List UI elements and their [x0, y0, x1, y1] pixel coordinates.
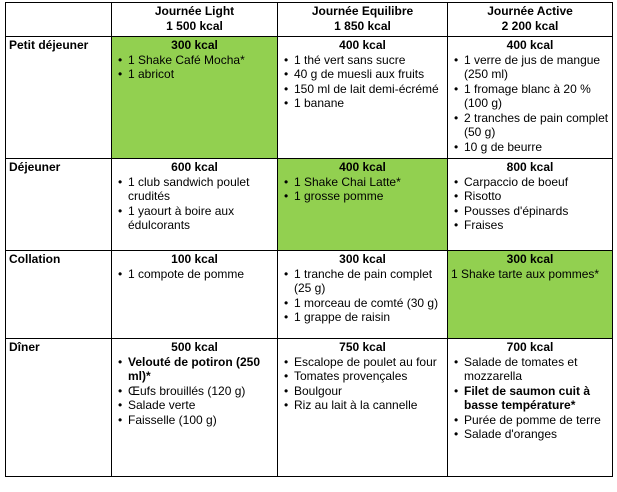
menu-item: • Fraises: [451, 218, 609, 233]
menu-cell: [112, 251, 278, 339]
menu-item: • Carpaccio de boeuf: [451, 175, 609, 190]
menu-item: • 1 tranche de pain complet (25 g): [281, 267, 444, 296]
menu-cell: [278, 159, 448, 251]
cell-kcal: 100 kcal: [171, 252, 218, 266]
menu-list: [115, 355, 274, 428]
column-header-active: [448, 3, 613, 37]
corner-cell: [6, 3, 112, 37]
menu-item: • Salade d'oranges: [451, 427, 609, 442]
column-kcal: 1 500 kcal: [166, 18, 223, 33]
menu-cell: [278, 37, 448, 159]
menu-item: • Salade verte: [115, 398, 274, 413]
menu-list: [281, 267, 444, 325]
menu-item: • 1 verre de jus de mangue (250 ml): [451, 53, 609, 82]
menu-cell: [278, 251, 448, 339]
menu-list: [451, 53, 609, 155]
row-dejeuner: [6, 159, 613, 251]
menu-item: • 40 g de muesli aux fruits: [281, 67, 444, 82]
menu-item: 1 Shake tarte aux pommes*: [451, 266, 600, 281]
menu-item: • 1 morceau de comté (30 g): [281, 296, 444, 311]
menu-item: • 1 compote de pomme: [115, 267, 274, 282]
menu-item: • Œufs brouillés (120 g): [115, 384, 274, 399]
meal-plan-table: [5, 2, 613, 477]
menu-item: • 1 fromage blanc à 20 % (100 g): [451, 82, 609, 111]
menu-item-bold: Velouté de potiron (250 ml)*: [128, 354, 261, 383]
menu-item: • 1 thé vert sans sucre: [281, 53, 444, 68]
menu-item: • Escalope de poulet au four: [281, 355, 444, 370]
menu-item: • Purée de pomme de terre: [451, 413, 609, 428]
menu-item: • 1 Shake Chai Latte*: [281, 175, 444, 190]
cell-kcal: 300 kcal: [506, 252, 554, 266]
menu-item: • Riz au lait à la cannelle: [281, 398, 444, 413]
menu-item: • 1 abricot: [115, 67, 274, 82]
row-diner: [6, 339, 613, 477]
meal-label: Collation: [6, 251, 112, 339]
column-title: Journée Equilibre: [311, 4, 414, 18]
column-header-equilibre: [278, 3, 448, 37]
cell-kcal: 300 kcal: [171, 38, 218, 52]
cell-kcal: 400 kcal: [506, 38, 554, 52]
menu-item: • 1 Shake Café Mocha*: [115, 53, 274, 68]
menu-item: • Pousses d'épinards: [451, 204, 609, 219]
menu-list: [115, 53, 274, 82]
menu-item-bold: Filet de saumon cuit à basse température*: [464, 383, 591, 412]
cell-kcal: 500 kcal: [171, 340, 218, 354]
menu-cell: [112, 37, 278, 159]
menu-list: [281, 53, 444, 111]
menu-item: • Salade de tomates et mozzarella: [451, 355, 609, 384]
menu-item: • Boulgour: [281, 384, 444, 399]
cell-kcal: 800 kcal: [506, 160, 554, 174]
cell-kcal: 700 kcal: [506, 340, 554, 354]
cell-kcal: 300 kcal: [339, 252, 386, 266]
menu-cell: [448, 37, 613, 159]
menu-list: [451, 355, 609, 442]
cell-kcal: 400 kcal: [339, 160, 386, 174]
menu-item: • 1 banane: [281, 96, 444, 111]
menu-item: • 1 grappe de raisin: [281, 310, 444, 325]
column-title: Journée Active: [487, 4, 573, 18]
menu-item: [115, 355, 274, 384]
menu-cell: [112, 339, 278, 477]
menu-item: • 10 g de beurre: [451, 140, 609, 155]
menu-list: [115, 267, 274, 282]
menu-list: [281, 355, 444, 413]
menu-item: • Risotto: [451, 189, 609, 204]
menu-list: [281, 175, 444, 204]
row-collation: [6, 251, 613, 339]
cell-kcal: 750 kcal: [339, 340, 386, 354]
menu-list: [115, 175, 274, 233]
menu-item: • Tomates provençales: [281, 369, 444, 384]
menu-item: • 150 ml de lait demi-écrémé: [281, 82, 444, 97]
menu-cell: [448, 251, 613, 339]
cell-kcal: 400 kcal: [339, 38, 386, 52]
menu-item: [451, 384, 609, 413]
menu-item: • Faisselle (100 g): [115, 413, 274, 428]
row-petit-dejeuner: [6, 37, 613, 159]
meal-label: Dîner: [6, 339, 112, 477]
header-row: [6, 3, 613, 37]
menu-list: [451, 175, 609, 233]
menu-cell: [278, 339, 448, 477]
menu-item: • 2 tranches de pain complet (50 g): [451, 111, 609, 140]
column-header-light: [112, 3, 278, 37]
menu-cell: [448, 159, 613, 251]
cell-kcal: 600 kcal: [171, 160, 218, 174]
menu-item: • 1 yaourt à boire aux édulcorants: [115, 204, 274, 233]
menu-cell: [112, 159, 278, 251]
column-kcal: 2 200 kcal: [501, 18, 559, 33]
column-kcal: 1 850 kcal: [334, 18, 391, 33]
meal-label: Déjeuner: [6, 159, 112, 251]
column-title: Journée Light: [154, 4, 235, 18]
menu-item: • 1 club sandwich poulet crudités: [115, 175, 274, 204]
menu-item: • 1 grosse pomme: [281, 189, 444, 204]
meal-label: Petit déjeuner: [6, 37, 112, 159]
menu-cell: [448, 339, 613, 477]
